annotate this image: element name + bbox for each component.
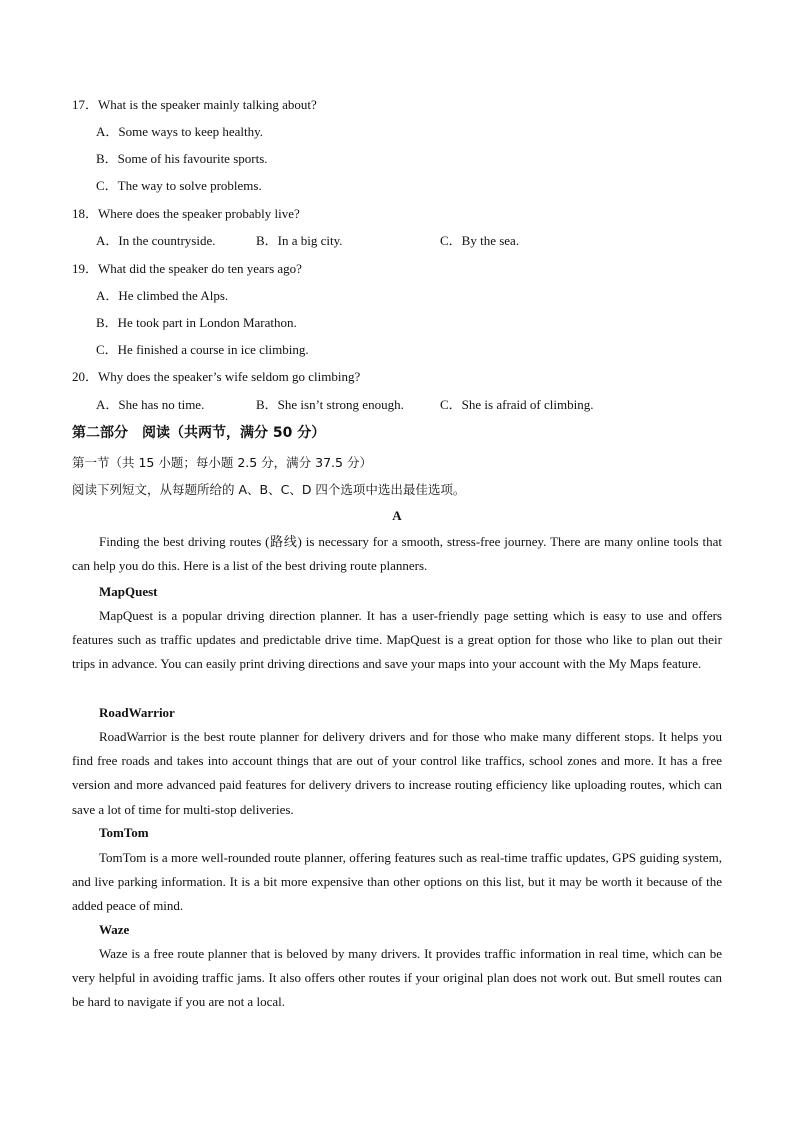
q20-option-a: A．She has no time. [96, 397, 205, 412]
section-heading: 第一节（共 15 小题；每小题 2.5 分，满分 37.5 分） [72, 455, 372, 470]
tomtom-title: TomTom [99, 825, 149, 840]
q19-option-b: B．He took part in London Marathon. [96, 315, 297, 330]
q17-option-c: C．The way to solve problems. [96, 178, 262, 193]
q17-option-a: A．Some ways to keep healthy. [96, 124, 264, 139]
q18-option-c: C．By the sea. [440, 233, 520, 248]
roadwarrior-text: RoadWarrior is the best route planner for delivery drivers and for those who make many different stops. It helps you find free roads and takes into account things that are out of your control like traffics, school zones and more. It has a free version and more advanced paid features for delivery drivers to increase routing efficiency like uploading routes, which can save a lot of time for multi-stop deliveries. [72, 729, 722, 817]
waze-paragraph [72, 942, 722, 1015]
q19-option-c: C．He finished a course in ice climbing. [96, 342, 309, 357]
tomtom-paragraph [72, 846, 722, 919]
instruction: 阅读下列短文，从每题所给的 A、B、C、D 四个选项中选出最佳选项。 [72, 482, 466, 497]
mapquest-paragraph [72, 604, 722, 677]
roadwarrior-paragraph [72, 725, 722, 822]
question-17: 17．What is the speaker mainly talking about? [72, 97, 317, 112]
q18-option-a: A．In the countryside. [96, 233, 216, 248]
intro-paragraph [72, 530, 722, 578]
q19-option-a: A．He climbed the Alps. [96, 288, 229, 303]
question-20: 20．Why does the speaker’s wife seldom go climbing? [72, 369, 361, 384]
question-19: 19．What did the speaker do ten years ago? [72, 261, 302, 276]
question-18: 18．Where does the speaker probably live? [72, 206, 300, 221]
roadwarrior-title: RoadWarrior [99, 705, 175, 720]
q17-option-b: B．Some of his favourite sports. [96, 151, 268, 166]
tomtom-text: TomTom is a more well-rounded route planner, offering features such as real-time traffic updates, GPS guiding system, and live parking information. It is a bit more expensive than other options on this list, but it may be worth it because of the added peace of mind. [72, 850, 722, 914]
intro-text: Finding the best driving routes (路线) is necessary for a smooth, stress-free journey. There are many online tools that can help you do this. Here is a list of the best driving route planners. [72, 534, 722, 574]
q20-option-c: C．She is afraid of climbing. [440, 397, 594, 412]
mapquest-text: MapQuest is a popular driving direction planner. It has a user-friendly page setting which is easy to use and offers features such as traffic updates and predictable drive time. MapQuest is a great option for those who like to plan out their trips in advance. You can easily print driving directions and save your maps into your account with the My Maps feature. [72, 608, 722, 672]
part-heading: 第二部分 阅读（共两节，满分 50 分） [72, 425, 326, 441]
q18-option-b: B．In a big city. [256, 233, 343, 248]
q20-option-b: B．She isn’t strong enough. [256, 397, 404, 412]
waze-text: Waze is a free route planner that is beloved by many drivers. It provides traffic information in real time, which can be very helpful in avoiding traffic jams. It also offers other routes if your original plan does not work out. But smell routes can be hard to navigate if you are not a local. [72, 946, 722, 1010]
mapquest-title: MapQuest [99, 584, 158, 599]
waze-title: Waze [99, 922, 130, 937]
passage-label: A [392, 508, 402, 523]
